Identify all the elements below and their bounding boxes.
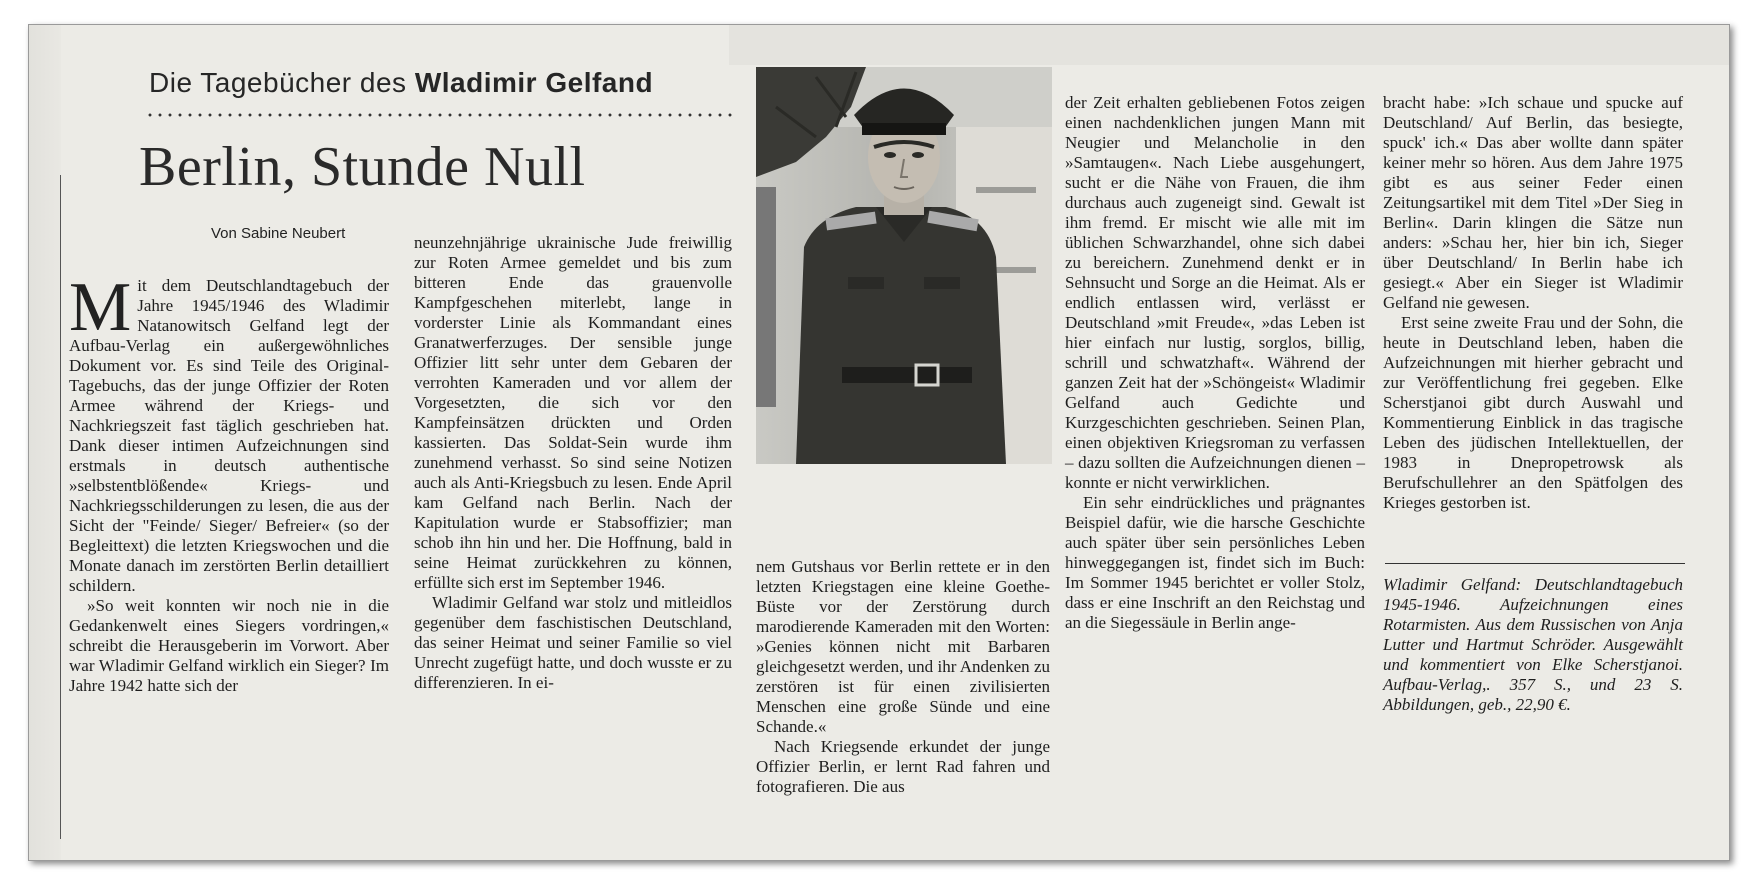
column-3 <box>756 557 1050 797</box>
drop-cap: M <box>69 269 132 346</box>
paragraph: neunzehnjährige ukrainische Jude freiwillig zur Roten Armee gemeldet und bis zum bitteren Ende das grauenvolle Kampfgeschehen miterlebt, lange in vorderster Linie als Kommandant eines Granatwerferzuges. Der sensible junge Offizier litt sehr unter dem Gebaren der verrohten Kameraden und vor allem der Vorgesetzten, die sich vor den Kampfeinsätzen drückten und Orden kassierten. Das Soldat-Sein wurde ihm zunehmend verhasst. So sind seine Notizen auch als Anti-Kriegsbuch zu lesen. Ende April kam Gelfand nach Berlin. Nach der Kapitulation wurde er Stabsoffizier; man schob ihn hin und her. Die Hoffnung, bald in seine Heimat zurückkehren zu können, erfüllte sich erst im September 1946. <box>414 233 732 592</box>
column-5 <box>1383 93 1683 513</box>
soldier-portrait-photo <box>756 67 1052 464</box>
paragraph: nem Gutshaus vor Berlin rettete er in den letzten Kriegstagen eine kleine Goethe-Büste vor der Zerstörung durch marodierende Kameraden mit den Worten: »Genies können nicht mit Barbaren gleichgesetzt werden, und ihr Andenken zu zerstören ist für einen zivilisierten Menschen eine große Sünde und eine Schande.« <box>756 557 1050 736</box>
paragraph: Wladimir Gelfand war stolz und mitleidlos gegenüber dem faschistischen Deutschland, das seiner Heimat und seiner Familie so viel Unrecht zugefügt hatte, und doch wusste er zu differenzieren. In ei- <box>414 593 732 692</box>
kicker-prefix: Die Tagebücher des <box>149 67 407 98</box>
paragraph <box>69 269 389 596</box>
paragraph: der Zeit erhalten gebliebenen Fotos zeigen einen nachdenklichen jungen Mann mit Neugier und Melancholie in den »Samtaugen«. Nach Liebe ausgehungert, sucht er die Nähe von Frauen, die ihm durchaus auch zugeneigt sind. Gewalt ist ihm fremd. Er mischt wie alle mit im üblichen Schwarzhandel, ohne sich dabei zu bereichern. Zunehmend denkt er in Sehnsucht und Sorge an die Heimat. Als er endlich entlassen wird, verlässt er Deutschland »mit Freude«, »das Leben ist hier einfach nur lustig, sorglos, billig, schrill und schwatzhaft«. Während der ganzen Zeit hat der »Schöngeist« Wladimir Gelfand auch Gedichte und Kurzgeschichten geschrieben. Seinen Plan, einen objektiven Kriegsroman zu verfassen – dazu sollten die Aufzeichnungen dienen – konnte er nicht verwirklichen. <box>1065 93 1365 492</box>
paragraph: Nach Kriegsende erkundet der junge Offizier Berlin, er lernt Rad fahren und fotografieren. Die aus <box>756 737 1050 796</box>
adjacent-article-strip-top <box>729 25 1729 65</box>
book-source-note: Wladimir Gelfand: Deutschlandtagebuch 1945-1946. Aufzeichnungen eines Rotarmisten. Aus dem Russischen von Anja Lutter und Hartmut Schröder. Ausgewählt und kommentiert von Elke Scherstjanoi. Aufbau-Verlag,. 357 S., und 23 S. Abbildungen, geb., 22,90 €. <box>1383 575 1683 714</box>
paragraph: Erst seine zweite Frau und der Sohn, die heute in Deutschland leben, haben die Aufzeichnungen mit hierher gebracht und zur Veröffentlichung frei gegeben. Elke Scherstjanoi gibt durch Auswahl und Kommentierung Einblick in das tragische Leben des jüdischen Intellektuellen, der 1983 in Dnepropetrowsk als Berufschullehrer an den Spätfolgen des Krieges gestorben ist. <box>1383 313 1683 512</box>
dotted-rule <box>145 113 735 117</box>
newspaper-clipping <box>28 24 1730 861</box>
article-kicker <box>149 67 749 99</box>
paragraph-text: it dem Deutschlandtagebuch der Jahre 1945/1946 des Wladimir Natanowitsch Gelfand legt der Aufbau-Verlag ein außergewöhnliches Dokument vor. Es sind Teile des Original-Tagebuchs, das der junge Offizier der Roten Armee während der Kriegs- und Nachkriegszeit fast täglich geschrieben hat. Dank dieser intimen Aufzeichnungen sind erstmals in deutsch authentische »selbstentblößende« Kriegs- und Nachkriegsschilderungen zu lesen, die aus der Sicht der "Feinde/ Sieger/ Befreier« (so der Begleittext) die letzten Kriegswochen und die Monate danach im zerstörten Berlin detailliert schildern. <box>69 276 389 595</box>
portrait-image <box>756 67 1052 464</box>
byline: Von Sabine Neubert <box>211 225 346 242</box>
column-4 <box>1065 93 1365 633</box>
headline: Berlin, Stunde Null <box>139 136 586 198</box>
column-divider <box>60 175 61 839</box>
adjacent-article-strip <box>29 25 61 860</box>
paragraph: bracht habe: »Ich schaue und spucke auf Deutschland/ Auf Berlin, das besiegte, spuck' ich.« Das aber wollte dann später keiner mehr so hören. Aus dem Jahre 1975 gibt es aus seiner Feder einen Zeitungsartikel mit dem Titel »Der Sieg in Berlin«. Darin klingen die Sätze nun anders: »Schau her, hier bin ich, Sieger über Deutschland/ In Berlin habe ich gesiegt.« Aber ein Sieger ist Wladimir Gelfand nie gewesen. <box>1383 93 1683 312</box>
paragraph: »So weit konnten wir noch nie in die Gedankenwelt eines Siegers vordringen,« schreibt die Herausgeberin im Vorwort. Aber war Wladimir Gelfand wirklich ein Sieger? Im Jahre 1942 hatte sich der <box>69 596 389 695</box>
column-1 <box>69 269 389 696</box>
column-2 <box>414 233 732 693</box>
paragraph: Ein sehr eindrückliches und prägnantes Beispiel dafür, wie die harsche Geschichte auch später über sein persönliches Leben hinweggegangen ist, findet sich im Buch: Im Sommer 1945 berichtet er voller Stolz, dass er eine Inschrift an den Reichstag und an die Siegessäule in Berlin ange- <box>1065 493 1365 632</box>
kicker-name: Wladimir Gelfand <box>414 67 654 98</box>
source-divider <box>1385 563 1685 564</box>
